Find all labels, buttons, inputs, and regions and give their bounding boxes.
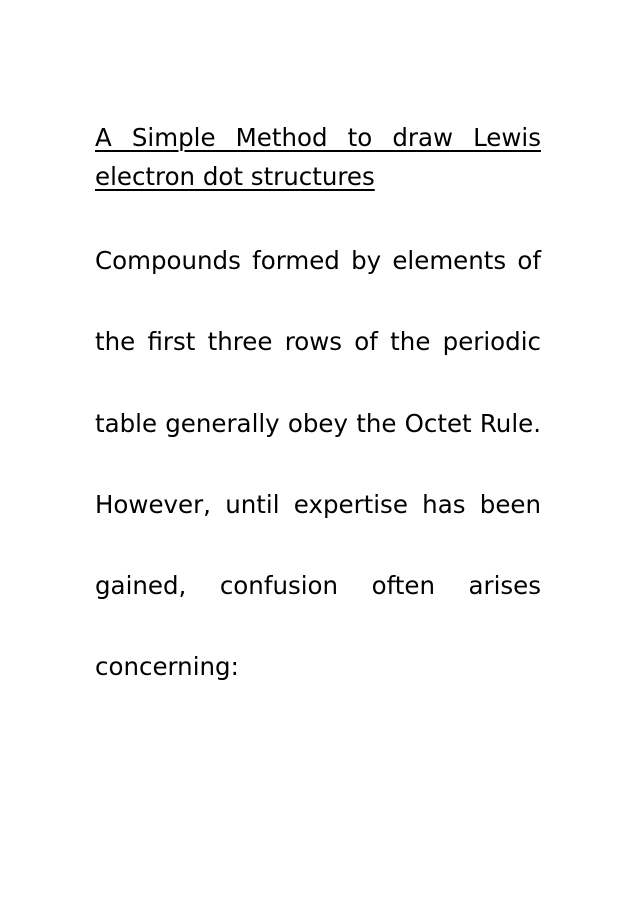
body-text-line: Compounds formed by elements of <box>95 246 541 275</box>
body-text-line: table generally obey the Octet Rule. <box>95 409 541 438</box>
body-text-line: the first three rows of the periodic <box>95 327 541 356</box>
document-title: A Simple Method to draw Lewis electron dot structures <box>95 123 541 191</box>
body-text-line: gained, confusion often arises <box>95 571 541 600</box>
body-text-line: However, until expertise has been <box>95 490 541 519</box>
body-text-line: concerning: <box>95 652 239 681</box>
